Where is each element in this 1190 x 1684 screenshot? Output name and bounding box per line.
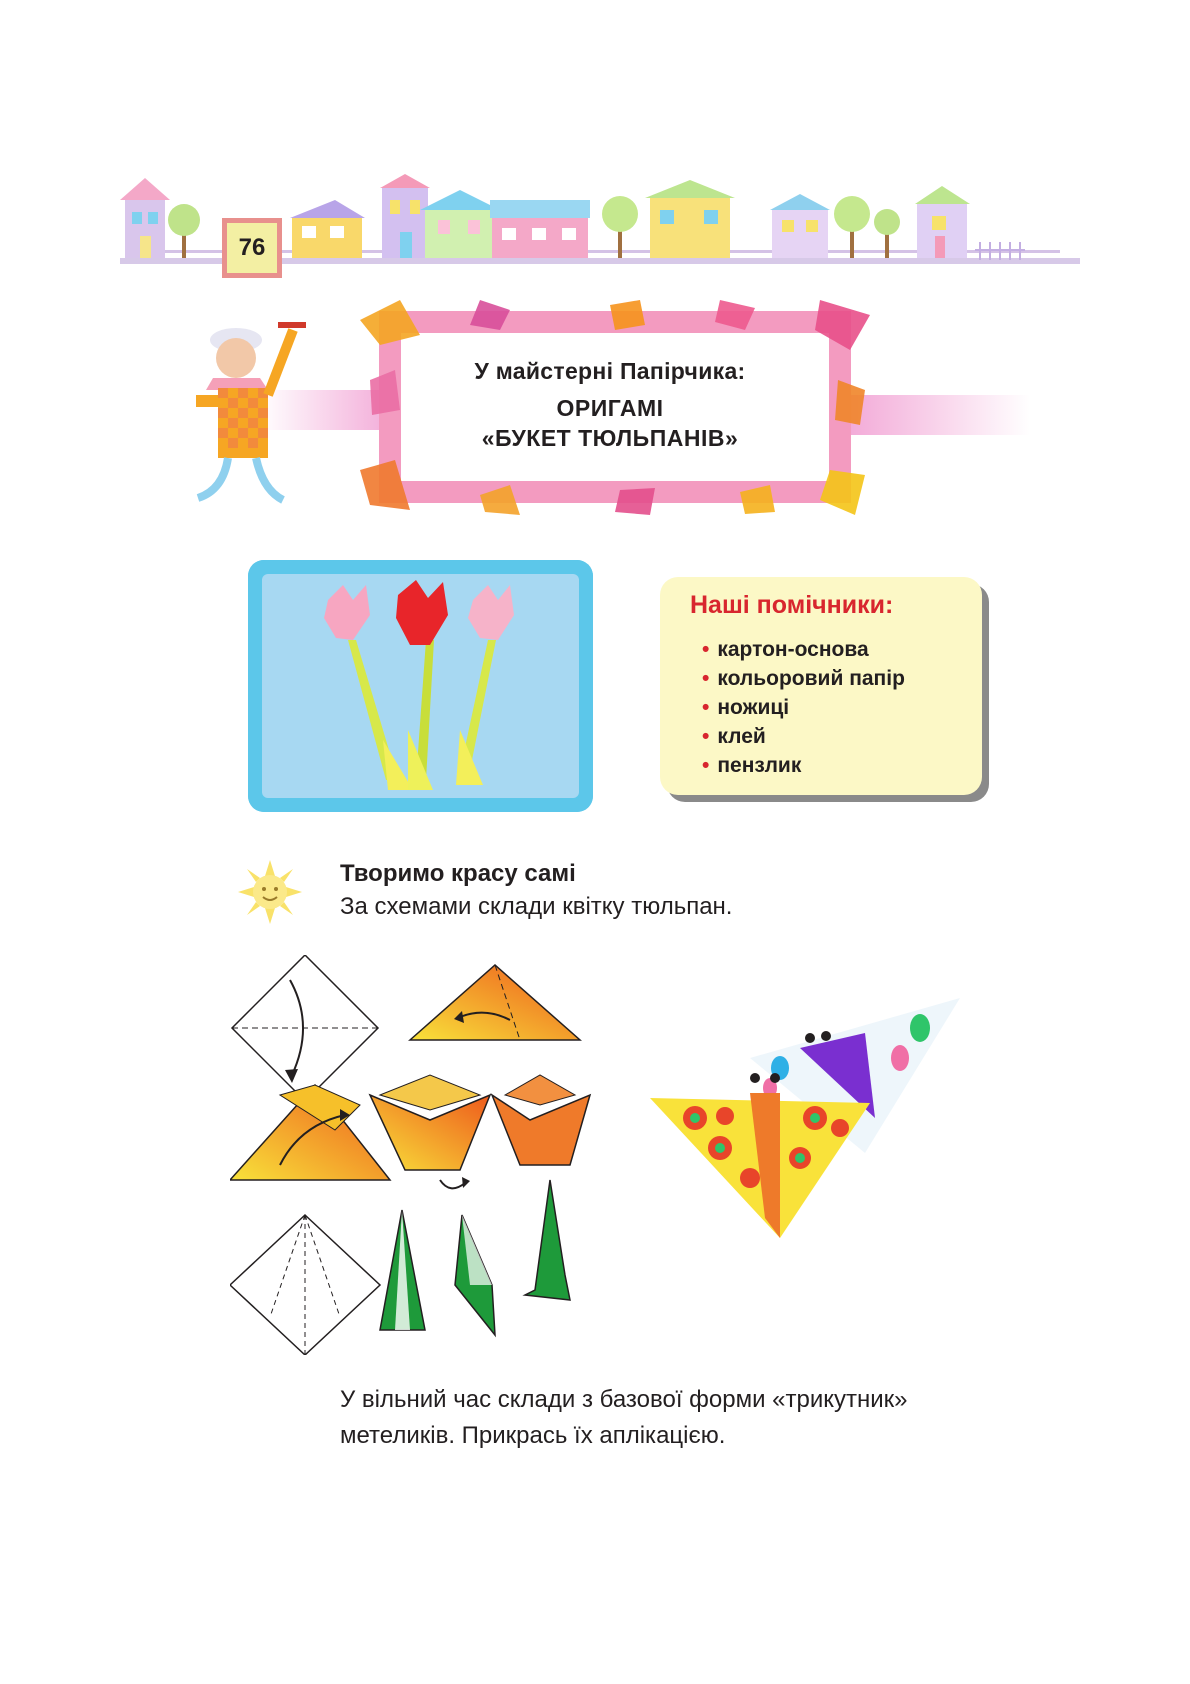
tulip-bouquet-drawing: [248, 560, 593, 812]
footer-text: [340, 1382, 1020, 1454]
helpers-card: [660, 577, 982, 795]
tulip-bouquet-photo: [248, 560, 593, 812]
title-box: [410, 340, 810, 475]
helper-item: • кольоровий папір: [702, 667, 905, 690]
origami-butterflies-photo: [650, 998, 990, 1278]
sun-icon: [238, 860, 302, 924]
helper-item: • картон-основа: [702, 638, 869, 661]
page-number: 76: [222, 218, 282, 278]
title-subtitle: У майстерні Папірчика:: [474, 358, 746, 384]
tulip-folding-diagram: [230, 955, 630, 1355]
task-instruction: За схемами склади квітку тюльпан.: [340, 893, 733, 920]
helper-item: • пензлик: [702, 754, 802, 777]
helpers-title: Наші помічники:: [690, 591, 894, 619]
title-main: ОРИГАМІ: [556, 395, 664, 421]
helper-item: • ножиці: [702, 696, 790, 719]
helpers-list: [702, 635, 905, 780]
footer-line-2: метеликів. Прикрась їх аплікацією.: [340, 1422, 726, 1449]
helper-item: • клей: [702, 725, 766, 748]
task-heading: Творимо красу самі: [340, 860, 576, 887]
title-project: «БУКЕТ ТЮЛЬПАНІВ»: [481, 425, 739, 451]
bullet-icon: •: [702, 638, 710, 661]
bullet-icon: •: [702, 667, 710, 690]
papirchyk-character-illustration: [178, 300, 348, 515]
bullet-icon: •: [702, 725, 710, 748]
bullet-icon: •: [702, 754, 710, 777]
footer-line-1: У вільний час склади з базової форми «трикутник»: [340, 1386, 908, 1413]
bullet-icon: •: [702, 696, 710, 719]
